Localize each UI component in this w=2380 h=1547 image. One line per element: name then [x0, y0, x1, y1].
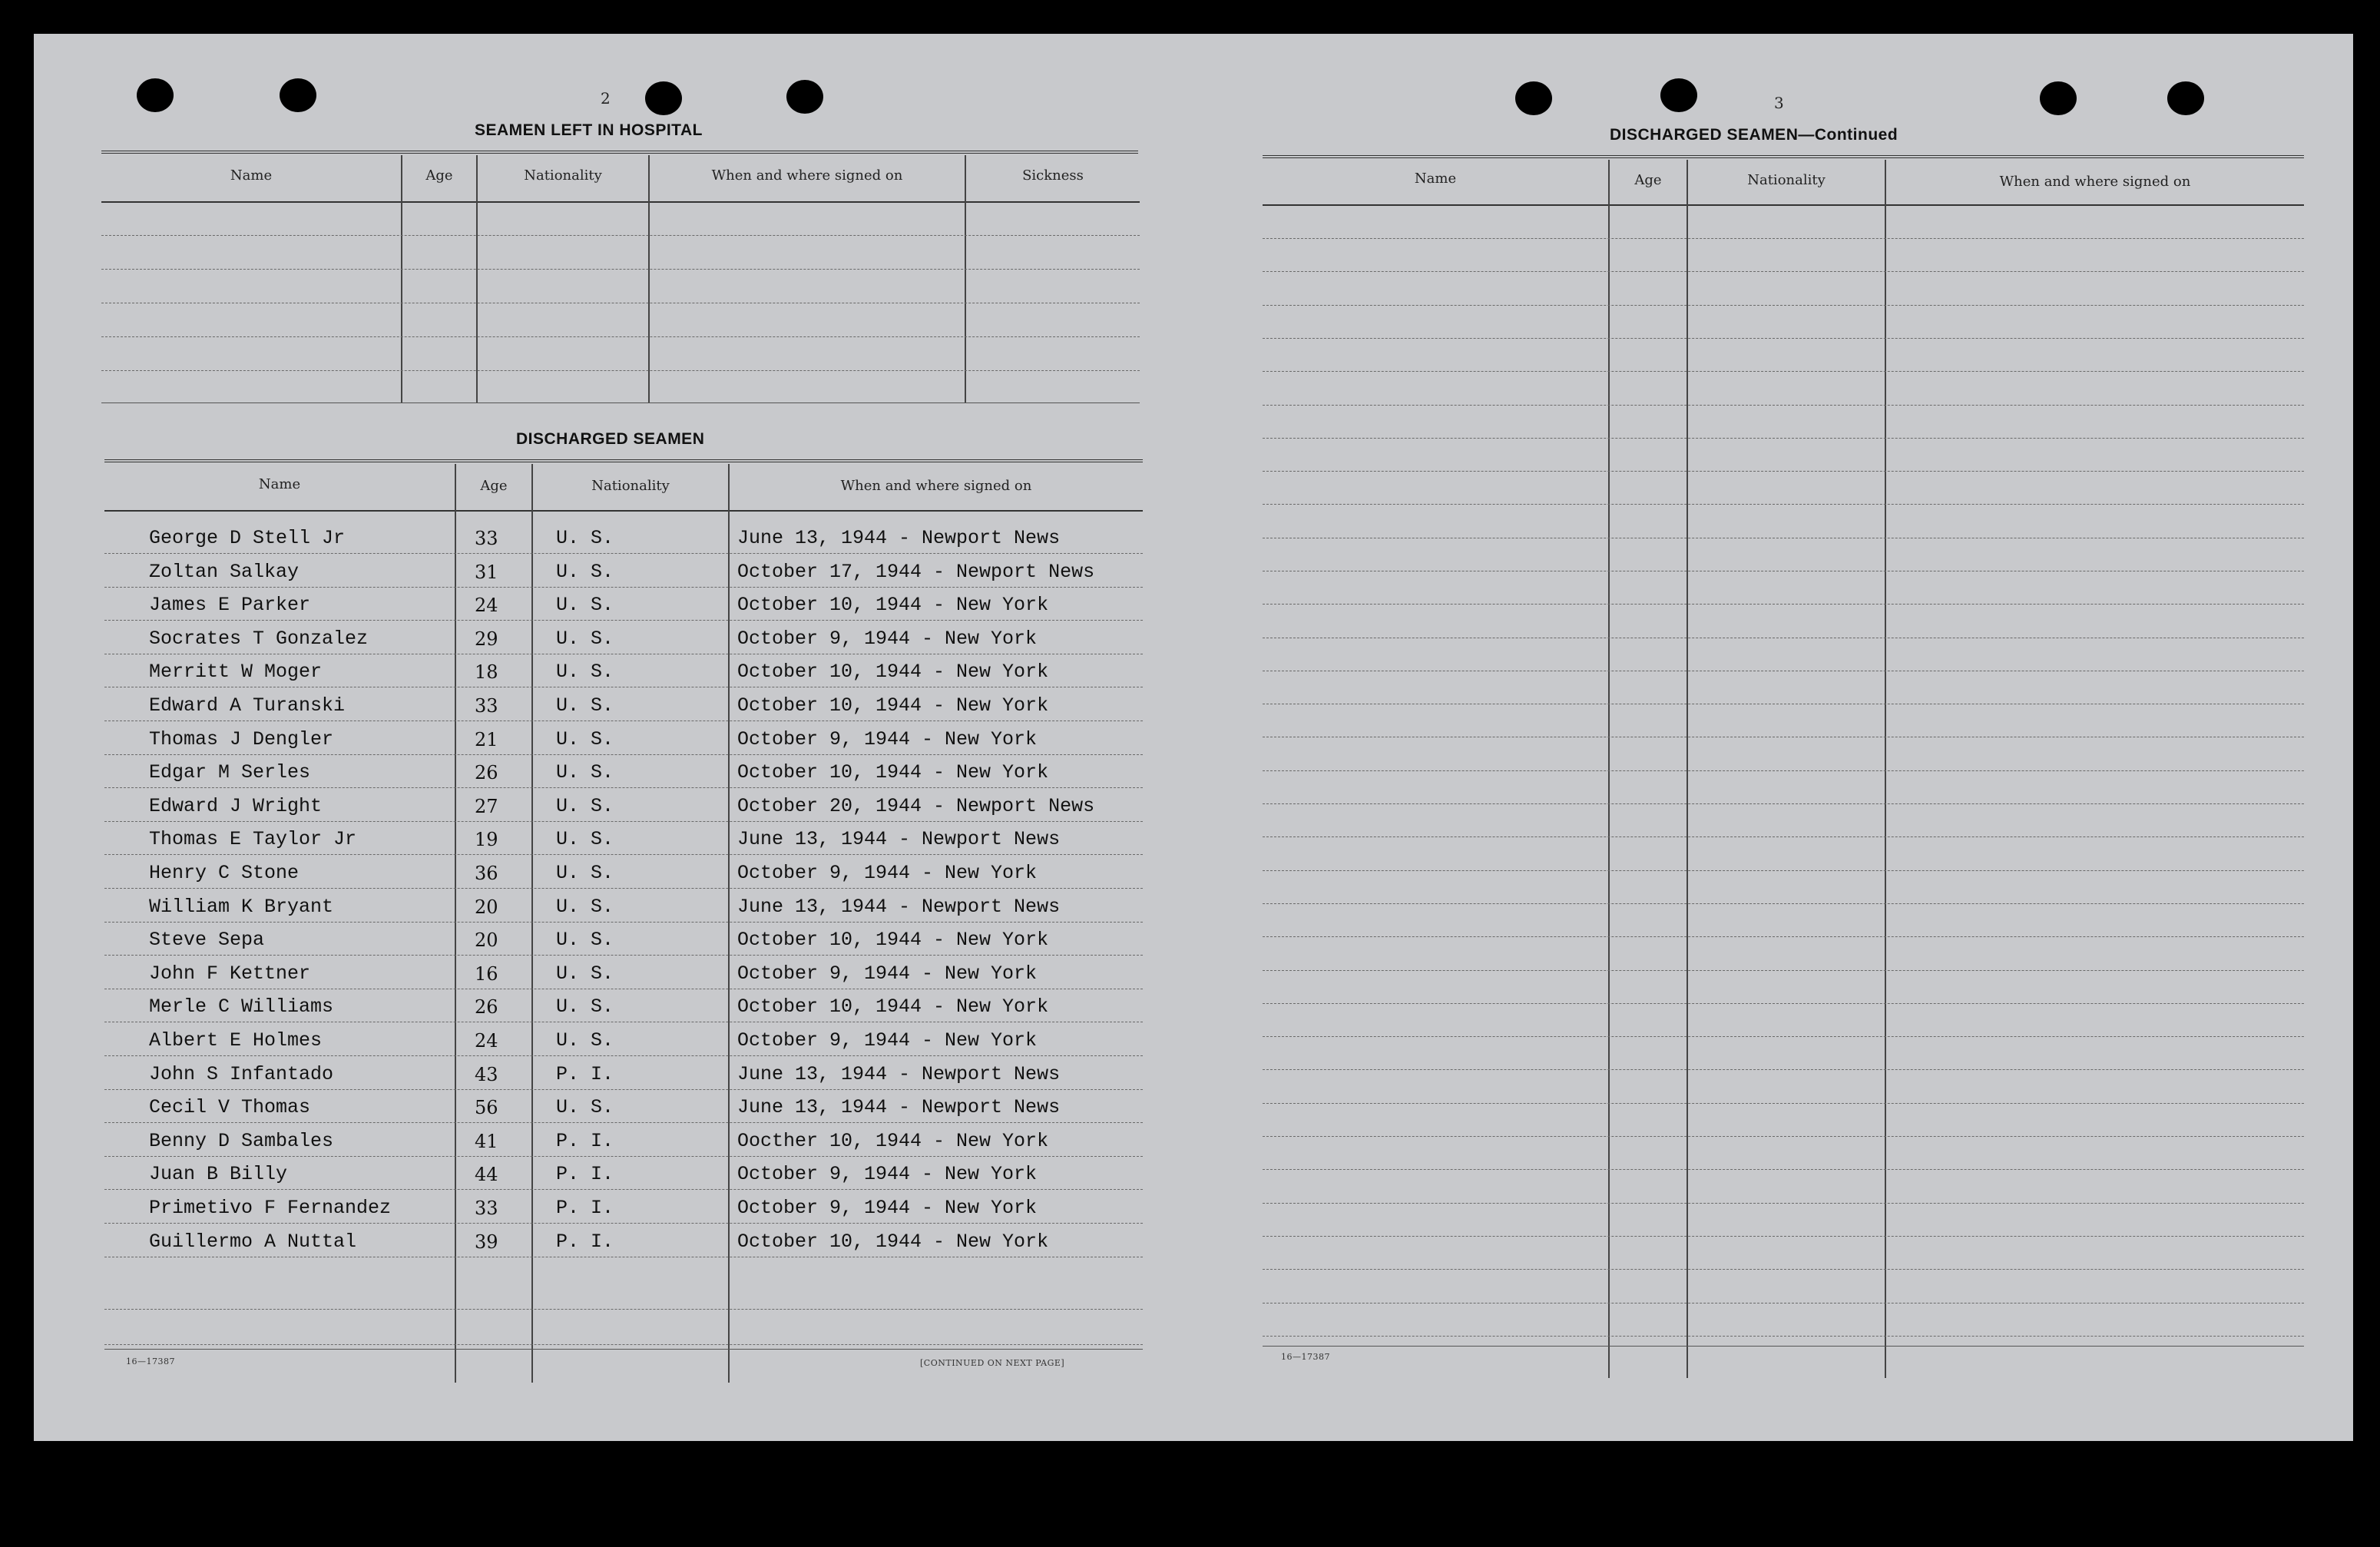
page-number: 2 — [601, 89, 611, 108]
crew-signed-on: October 9, 1944 - New York — [737, 1029, 1038, 1052]
crew-nationality: U. S. — [556, 628, 614, 650]
column-header: Nationality — [524, 167, 602, 184]
row-line — [1263, 1236, 2304, 1237]
crew-signed-on: October 10, 1944 - New York — [737, 661, 1049, 683]
column-header: Age — [480, 478, 508, 494]
crew-signed-on: October 9, 1944 - New York — [737, 628, 1038, 650]
crew-signed-on: October 10, 1944 - New York — [737, 594, 1049, 616]
punch-hole — [786, 80, 823, 114]
column-divider — [401, 155, 402, 402]
column-header: When and where signed on — [1999, 174, 2191, 190]
table-bottom-rule — [1263, 1346, 2304, 1347]
crew-age: 44 — [475, 1164, 498, 1185]
row-line — [1263, 1303, 2304, 1304]
column-header: Sickness — [1022, 167, 1084, 184]
crew-age: 43 — [475, 1064, 498, 1085]
section-rule — [104, 459, 1143, 462]
row-line — [1263, 604, 2304, 605]
row-line — [1263, 504, 2304, 505]
row-line — [1263, 770, 2304, 771]
crew-nationality: U. S. — [556, 1096, 614, 1118]
crew-nationality: P. I. — [556, 1231, 614, 1253]
crew-age: 31 — [475, 561, 498, 583]
crew-age: 41 — [475, 1131, 498, 1152]
crew-nationality: U. S. — [556, 795, 614, 817]
row-line — [104, 587, 1143, 588]
crew-signed-on: October 9, 1944 - New York — [737, 962, 1038, 985]
column-divider — [728, 464, 730, 1383]
discharged-continued-title — [1610, 126, 1898, 144]
crew-name: Edward A Turanski — [149, 694, 346, 717]
column-header: When and where signed on — [711, 167, 903, 184]
row-line — [1263, 405, 2304, 406]
column-divider — [455, 464, 456, 1383]
crew-nationality: P. I. — [556, 1197, 614, 1219]
crew-signed-on: October 9, 1944 - New York — [737, 728, 1038, 750]
row-line — [1263, 271, 2304, 272]
crew-signed-on: June 13, 1944 - Newport News — [737, 1063, 1061, 1085]
crew-age: 20 — [475, 929, 498, 951]
form-number: 16—17387 — [1281, 1352, 1330, 1362]
row-line — [1263, 338, 2304, 339]
crew-nationality: U. S. — [556, 594, 614, 616]
crew-nationality: U. S. — [556, 896, 614, 918]
row-line — [1263, 1336, 2304, 1337]
crew-signed-on: October 9, 1944 - New York — [737, 862, 1038, 884]
crew-nationality: P. I. — [556, 1163, 614, 1185]
crew-signed-on: October 9, 1944 - New York — [737, 1163, 1038, 1185]
crew-age: 20 — [475, 896, 498, 918]
row-line — [104, 787, 1143, 788]
crew-nationality: U. S. — [556, 862, 614, 884]
row-line — [1263, 836, 2304, 837]
row-line — [104, 1309, 1143, 1310]
row-line — [101, 336, 1140, 337]
crew-signed-on: October 10, 1944 - New York — [737, 995, 1049, 1018]
row-line — [1263, 1136, 2304, 1137]
punch-hole — [2167, 81, 2204, 115]
column-header: Name — [258, 476, 301, 492]
crew-age: 33 — [475, 528, 498, 549]
crew-nationality: U. S. — [556, 995, 614, 1018]
crew-signed-on: June 13, 1944 - Newport News — [737, 527, 1061, 549]
crew-name: William K Bryant — [149, 896, 334, 918]
row-line — [1263, 970, 2304, 971]
crew-age: 36 — [475, 863, 498, 884]
punch-hole — [645, 81, 682, 115]
crew-age: 24 — [475, 1030, 498, 1052]
crew-signed-on: October 9, 1944 - New York — [737, 1197, 1038, 1219]
crew-age: 27 — [475, 796, 498, 817]
crew-name: John F Kettner — [149, 962, 311, 985]
form-number: 16—17387 — [126, 1357, 175, 1366]
crew-name: Albert E Holmes — [149, 1029, 323, 1052]
column-header: Age — [425, 167, 453, 184]
column-header: Name — [230, 167, 273, 184]
row-line — [1263, 803, 2304, 804]
section-rule — [1263, 155, 2304, 158]
row-line — [1263, 438, 2304, 439]
row-line — [1263, 471, 2304, 472]
row-line — [101, 269, 1140, 270]
discharged-section-title: DISCHARGED SEAMEN — [516, 430, 705, 448]
row-line — [1263, 305, 2304, 306]
crew-name: George D Stell Jr — [149, 527, 346, 549]
crew-name: Zoltan Salkay — [149, 561, 300, 583]
column-divider — [476, 155, 478, 402]
row-line — [104, 1122, 1143, 1123]
row-line — [1263, 371, 2304, 372]
document-sheet — [34, 34, 2353, 1441]
table-bottom-rule — [104, 1349, 1143, 1350]
row-line — [1263, 1203, 2304, 1204]
crew-name: Henry C Stone — [149, 862, 300, 884]
crew-name: Juan B Billy — [149, 1163, 288, 1185]
table-bottom-rule — [101, 402, 1140, 403]
crew-name: Edward J Wright — [149, 795, 323, 817]
row-line — [1263, 936, 2304, 937]
crew-signed-on: October 10, 1944 - New York — [737, 1231, 1049, 1253]
row-line — [104, 821, 1143, 822]
column-header: Nationality — [1747, 172, 1826, 188]
row-line — [104, 1189, 1143, 1190]
punch-hole — [2040, 81, 2077, 115]
crew-name: Thomas E Taylor Jr — [149, 828, 357, 850]
row-line — [104, 553, 1143, 554]
crew-nationality: U. S. — [556, 527, 614, 549]
crew-signed-on: October 10, 1944 - New York — [737, 761, 1049, 783]
crew-age: 56 — [475, 1097, 498, 1118]
row-line — [1263, 238, 2304, 239]
crew-name: Merritt W Moger — [149, 661, 323, 683]
row-line — [104, 955, 1143, 956]
header-rule — [1263, 204, 2304, 206]
crew-signed-on: June 13, 1944 - Newport News — [737, 1096, 1061, 1118]
row-line — [1263, 1169, 2304, 1170]
crew-signed-on: October 20, 1944 - Newport News — [737, 795, 1095, 817]
section-rule — [101, 151, 1138, 154]
crew-name: Benny D Sambales — [149, 1130, 334, 1152]
row-line — [104, 720, 1143, 721]
crew-name: Socrates T Gonzalez — [149, 628, 369, 650]
crew-nationality: P. I. — [556, 1063, 614, 1085]
column-header: Name — [1414, 171, 1457, 187]
crew-age: 16 — [475, 963, 498, 985]
crew-nationality: U. S. — [556, 962, 614, 985]
row-line — [1263, 1103, 2304, 1104]
crew-age: 33 — [475, 695, 498, 717]
header-rule — [104, 510, 1143, 512]
column-divider — [648, 155, 650, 402]
row-line — [101, 235, 1140, 236]
crew-name: Primetivo F Fernandez — [149, 1197, 392, 1219]
crew-name: Cecil V Thomas — [149, 1096, 311, 1118]
row-line — [104, 1055, 1143, 1056]
column-divider — [1608, 160, 1610, 1378]
row-line — [1263, 903, 2304, 904]
column-divider — [531, 464, 533, 1383]
crew-name: Steve Sepa — [149, 929, 265, 951]
row-line — [104, 888, 1143, 889]
crew-nationality: U. S. — [556, 694, 614, 717]
punch-hole — [1660, 78, 1697, 112]
row-line — [104, 1223, 1143, 1224]
crew-age: 33 — [475, 1198, 498, 1219]
crew-signed-on: October 17, 1944 - Newport News — [737, 561, 1095, 583]
row-line — [104, 1344, 1143, 1345]
header-rule — [101, 201, 1140, 203]
column-header: Nationality — [591, 478, 670, 494]
crew-signed-on: October 10, 1944 - New York — [737, 929, 1049, 951]
row-line — [104, 1089, 1143, 1090]
section-title-text: DISCHARGED SEAMEN — [1610, 126, 1799, 144]
continued-note: [CONTINUED ON NEXT PAGE] — [920, 1358, 1065, 1368]
crew-age: 26 — [475, 762, 498, 783]
crew-age: 26 — [475, 996, 498, 1018]
column-divider — [1885, 160, 1886, 1378]
row-line — [104, 922, 1143, 923]
crew-nationality: U. S. — [556, 728, 614, 750]
row-line — [1263, 1069, 2304, 1070]
crew-nationality: U. S. — [556, 761, 614, 783]
crew-age: 19 — [475, 829, 498, 850]
row-line — [104, 854, 1143, 855]
punch-hole — [280, 78, 316, 112]
crew-age: 18 — [475, 661, 498, 683]
crew-signed-on: Oocther 10, 1944 - New York — [737, 1130, 1049, 1152]
crew-age: 24 — [475, 595, 498, 616]
column-header: When and where signed on — [840, 478, 1032, 494]
crew-name: Merle C Williams — [149, 995, 334, 1018]
punch-hole — [1515, 81, 1552, 115]
crew-nationality: U. S. — [556, 1029, 614, 1052]
row-line — [104, 754, 1143, 755]
crew-name: Thomas J Dengler — [149, 728, 334, 750]
crew-name: John S Infantado — [149, 1063, 334, 1085]
crew-signed-on: June 13, 1944 - Newport News — [737, 828, 1061, 850]
row-line — [1263, 870, 2304, 871]
column-divider — [1687, 160, 1688, 1378]
hospital-section-title: SEAMEN LEFT IN HOSPITAL — [475, 121, 703, 139]
crew-age: 39 — [475, 1231, 498, 1253]
row-line — [1263, 1003, 2304, 1004]
row-line — [1263, 1269, 2304, 1270]
crew-signed-on: June 13, 1944 - Newport News — [737, 896, 1061, 918]
column-header: Age — [1634, 172, 1662, 188]
column-divider — [965, 155, 966, 402]
punch-hole — [137, 78, 174, 112]
crew-nationality: U. S. — [556, 828, 614, 850]
crew-name: Edgar M Serles — [149, 761, 311, 783]
crew-name: James E Parker — [149, 594, 311, 616]
row-line — [104, 620, 1143, 621]
crew-nationality: U. S. — [556, 661, 614, 683]
crew-name: Guillermo A Nuttal — [149, 1231, 357, 1253]
crew-nationality: P. I. — [556, 1130, 614, 1152]
crew-signed-on: October 10, 1944 - New York — [737, 694, 1049, 717]
crew-nationality: U. S. — [556, 561, 614, 583]
row-line — [104, 1156, 1143, 1157]
crew-age: 21 — [475, 729, 498, 750]
row-line — [1263, 1036, 2304, 1037]
continued-suffix: —Continued — [1798, 126, 1898, 144]
page-number: 3 — [1774, 94, 1784, 112]
crew-age: 29 — [475, 628, 498, 650]
crew-nationality: U. S. — [556, 929, 614, 951]
row-line — [101, 370, 1140, 371]
